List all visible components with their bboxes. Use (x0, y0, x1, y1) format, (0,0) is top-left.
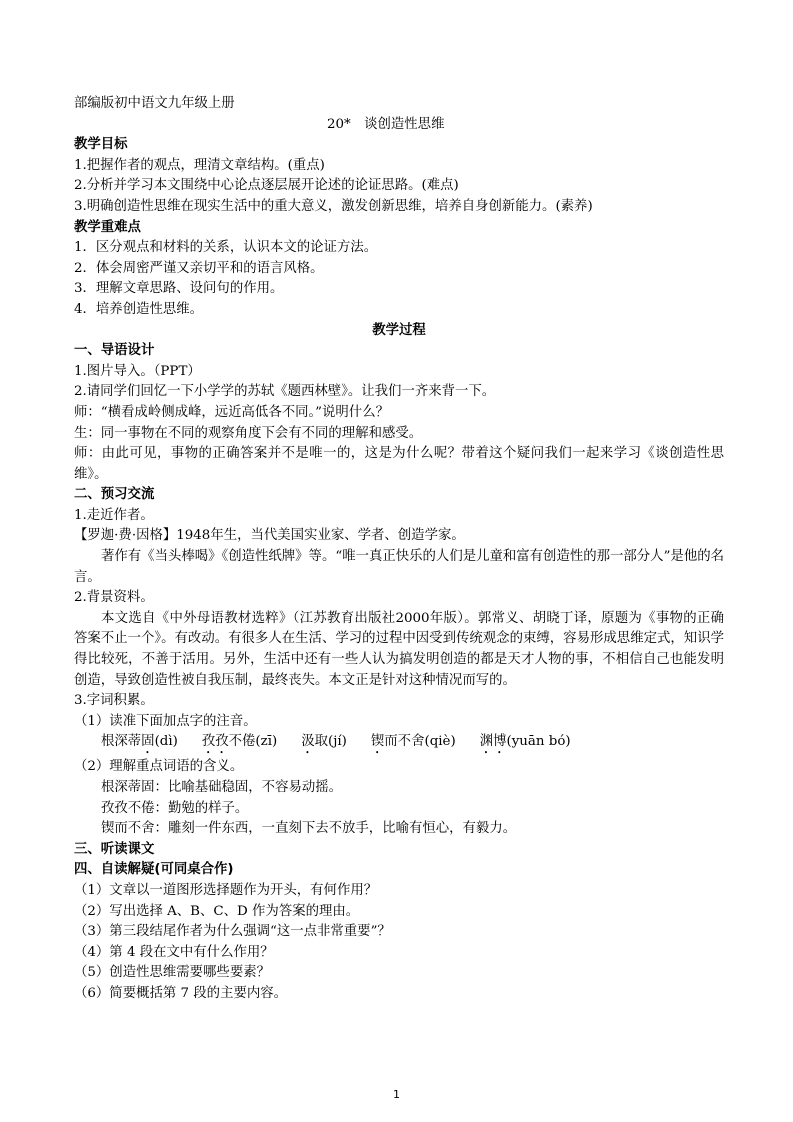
book-title: 部编版初中语文九年级上册 (74, 96, 235, 111)
question-item: （4）第 4 段在文中有什么作用？ (74, 944, 274, 960)
author-heading: 1.走近作者。 (74, 507, 154, 523)
document-body (74, 94, 724, 1005)
pinyin-item (301, 732, 347, 757)
section-heading: 二、预习交流 (74, 487, 155, 503)
goals-heading: 教学目标 (74, 137, 128, 153)
process-heading: 教学过程 (372, 322, 426, 338)
question-item: （1）文章以一道图形选择题作为开头，有何作用？ (74, 882, 378, 898)
question-item: （3）第三段结尾作者为什么强调“这一点非常重要”？ (74, 924, 391, 940)
section-line: 2.请同学们回忆一下小学学的苏轼《题西林壁》。让我们一齐来背一下。 (74, 384, 496, 400)
key-point-item: 1．区分观点和材料的关系，认识本文的论证方法。 (74, 240, 378, 256)
pinyin-dotted-char: 孜孜 (201, 734, 229, 750)
pinyin-reading: (dì) (154, 734, 178, 750)
meaning-task: （2）理解重点词语的含义。 (74, 759, 244, 775)
pinyin-task: （1）读准下面加点字的注音。 (74, 713, 257, 729)
question-item: （6）简要概括第 7 段的主要内容。 (74, 985, 288, 1001)
page-number: 1 (393, 1088, 400, 1101)
meaning-item: 孜孜不倦：勤勉的样子。 (101, 800, 249, 816)
question-item: （2）写出选择 A、B、C、D 作为答案的理由。 (74, 903, 360, 919)
pinyin-dotted-char: 汲 (301, 734, 315, 750)
pinyin-dotted-char: 固 (141, 734, 155, 750)
key-point-item: 3．理解文章思路、设问句的作用。 (74, 281, 284, 297)
key-point-item: 2．体会周密严谨又亲切平和的语言风格。 (74, 260, 324, 276)
section-heading: 一、导语设计 (74, 343, 155, 359)
pinyin-item (480, 732, 571, 757)
key-points-heading: 教学重难点 (74, 219, 141, 235)
pinyin-item (202, 732, 277, 757)
pinyin-reading: (yuān bó) (506, 734, 571, 750)
vocab-heading: 3.字词积累。 (74, 693, 154, 709)
key-point-item: 4．培养创造性思维。 (74, 301, 204, 317)
goal-item: 2.分析并学习本文围绕中心论点逐层展开论述的论证思路。(难点) (74, 178, 459, 194)
meaning-item: 锲而不舍：雕刻一件东西，一直刻下去不放手，比喻有恒心，有毅力。 (101, 821, 517, 837)
section-line: 生：同一事物在不同的观察角度下会有不同的理解和感受。 (74, 425, 423, 441)
author-works: 著作有《当头棒喝》《创造性纸牌》等。“唯一真正快乐的人们是儿童和富有创造性的那一部分人”是他的名言。 (74, 549, 724, 585)
author-intro: 【罗迦·费·因格】1948年生，当代美国实业家、学者、创造学家。 (74, 528, 465, 544)
section-line: 1.图片导入。（PPT） (74, 363, 201, 379)
goal-item: 1.把握作者的观点，理清文章结构。(重点) (74, 157, 325, 173)
lesson-title: 20* 谈创造性思维 (327, 116, 445, 132)
pinyin-reading: 取(jí) (314, 734, 347, 750)
background-text: 本文选自《中外母语教材选粹》（江苏教育出版社2000年版）。郭常义、胡晓丁译，原题为《事物的正确答案不止一个》。有改动。有很多人在生活、学习的过程中因受到传统观念的束缚，容易形成思维定式，知识学得比较死，不善于活用。另外，生活中还有一些人认为搞发明创造的都是天才人物的事，不相信自己也能发明创造，导致创造性被自我压制，最终丧失。本文正是针对这种情况而写的。 (74, 610, 724, 688)
pinyin-dotted-char: 渊博 (479, 734, 507, 750)
section-paragraph: 师：由此可见，事物的正确答案并不是唯一的，这是为什么呢？带着这个疑问我们一起来学习《谈创造性思维》。 (74, 446, 724, 482)
background-heading: 2.背景资料。 (74, 590, 154, 606)
pinyin-list (74, 732, 724, 757)
pinyin-text: 根深蒂 (101, 734, 142, 750)
pinyin-dotted-char: 锲 (370, 734, 385, 750)
pinyin-reading: 而不舍(qiè) (384, 734, 456, 750)
section-line: 师：“横看成岭侧成峰，远近高低各不同。”说明什么？ (74, 404, 389, 420)
pinyin-item (101, 732, 178, 757)
goal-item: 3.明确创造性思维在现实生活中的重大意义，激发创新思维，培养自身创新能力。(素养) (74, 198, 593, 214)
section-heading: 四、自读解疑(可同桌合作) (74, 862, 234, 878)
question-item: （5）创造性思维需要哪些要素？ (74, 965, 270, 981)
section-heading: 三、听读课文 (74, 841, 155, 857)
pinyin-reading: 不倦(zī) (228, 734, 278, 750)
meaning-item: 根深蒂固：比喻基础稳固，不容易动摇。 (101, 780, 343, 795)
pinyin-item (371, 732, 456, 757)
